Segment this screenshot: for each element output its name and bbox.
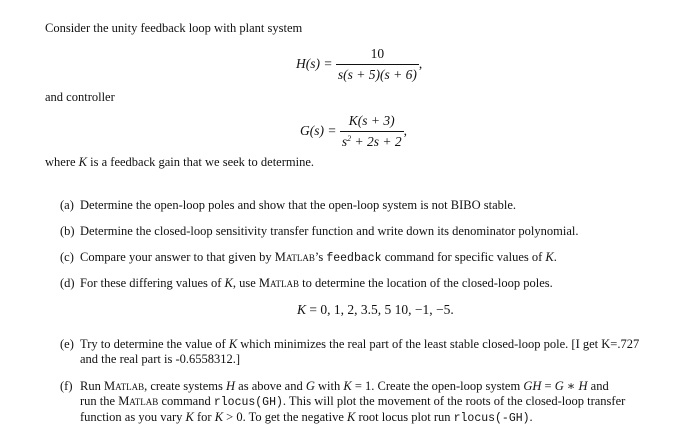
controller-numerator: K(s + 3) [340, 113, 404, 132]
controller-denominator [340, 132, 404, 150]
item-text: Determine the open-loop poles and show that the open-loop system is not BIBO stable. [80, 198, 517, 212]
den-exponent: 2 [347, 134, 352, 144]
den-base: s [341, 134, 348, 150]
plant-denominator: s(s + 5)(s + 6) [337, 67, 417, 83]
plant-fraction [336, 46, 419, 83]
item-text: Determine the closed-loop sensitivity transfer function and write down its denominator polynomial. [80, 224, 579, 238]
den-rest: + 2s + 2 [351, 134, 402, 150]
plant-trail: , [418, 55, 423, 71]
item-label: (f) [60, 379, 73, 393]
controller-lhs: G(s) = [300, 122, 337, 138]
code-rlocus: rlocus(GH) [213, 396, 283, 409]
controller-equation [300, 113, 407, 150]
plant-equation [296, 46, 422, 83]
where-pre: where [45, 155, 76, 169]
plant-lhs: H(s) = [296, 55, 333, 71]
matlab-text: Matlab [103, 379, 145, 393]
item-text: For these differing values of K, use Matlab to determine the location of the closed-loop poles. [80, 276, 553, 290]
where-post: is a feedback gain that we seek to determine. [90, 155, 315, 169]
plant-numerator: 10 [336, 46, 419, 65]
item-text: Try to determine the value of K which minimizes the real part of the least stable closed-loop pole. [I get K=.727 and the real part is -0.6558312.] [80, 337, 640, 366]
matlab-text: Matlab [258, 276, 300, 290]
item-text: Run Matlab, create systems H as above and G with K = 1. Create the open-loop system GH = G ∗ H and run the Matlab command rlocus(GH). This will plot the movement of the roots of the closed-loop transfer function as you vary K for K > 0. To get the negative K root locus plot run rlocus(-GH). [80, 379, 626, 425]
controller-fraction [340, 113, 404, 150]
item-label: (c) [60, 250, 74, 264]
matlab-text: Matlab [118, 394, 159, 408]
item-label: (a) [60, 198, 74, 212]
item-label: (b) [60, 224, 75, 238]
where-line [45, 155, 314, 170]
controller-intro: and controller [45, 90, 115, 104]
k-values-equation: K = 0, 1, 2, 3.5, 5 10, −1, −5. [297, 302, 454, 317]
matlab-text: Matlab [274, 250, 315, 264]
code-feedback: feedback [326, 252, 382, 265]
item-label: (d) [60, 276, 75, 290]
controller-trail: , [403, 122, 407, 138]
code-rlocus-negative: rlocus(-GH) [453, 412, 530, 425]
where-var: K [78, 155, 88, 169]
item-label: (e) [60, 337, 74, 351]
item-text: Compare your answer to that given by Matlab’s feedback command for specific values of K. [80, 250, 557, 265]
intro-line: Consider the unity feedback loop with plant system [45, 21, 303, 35]
